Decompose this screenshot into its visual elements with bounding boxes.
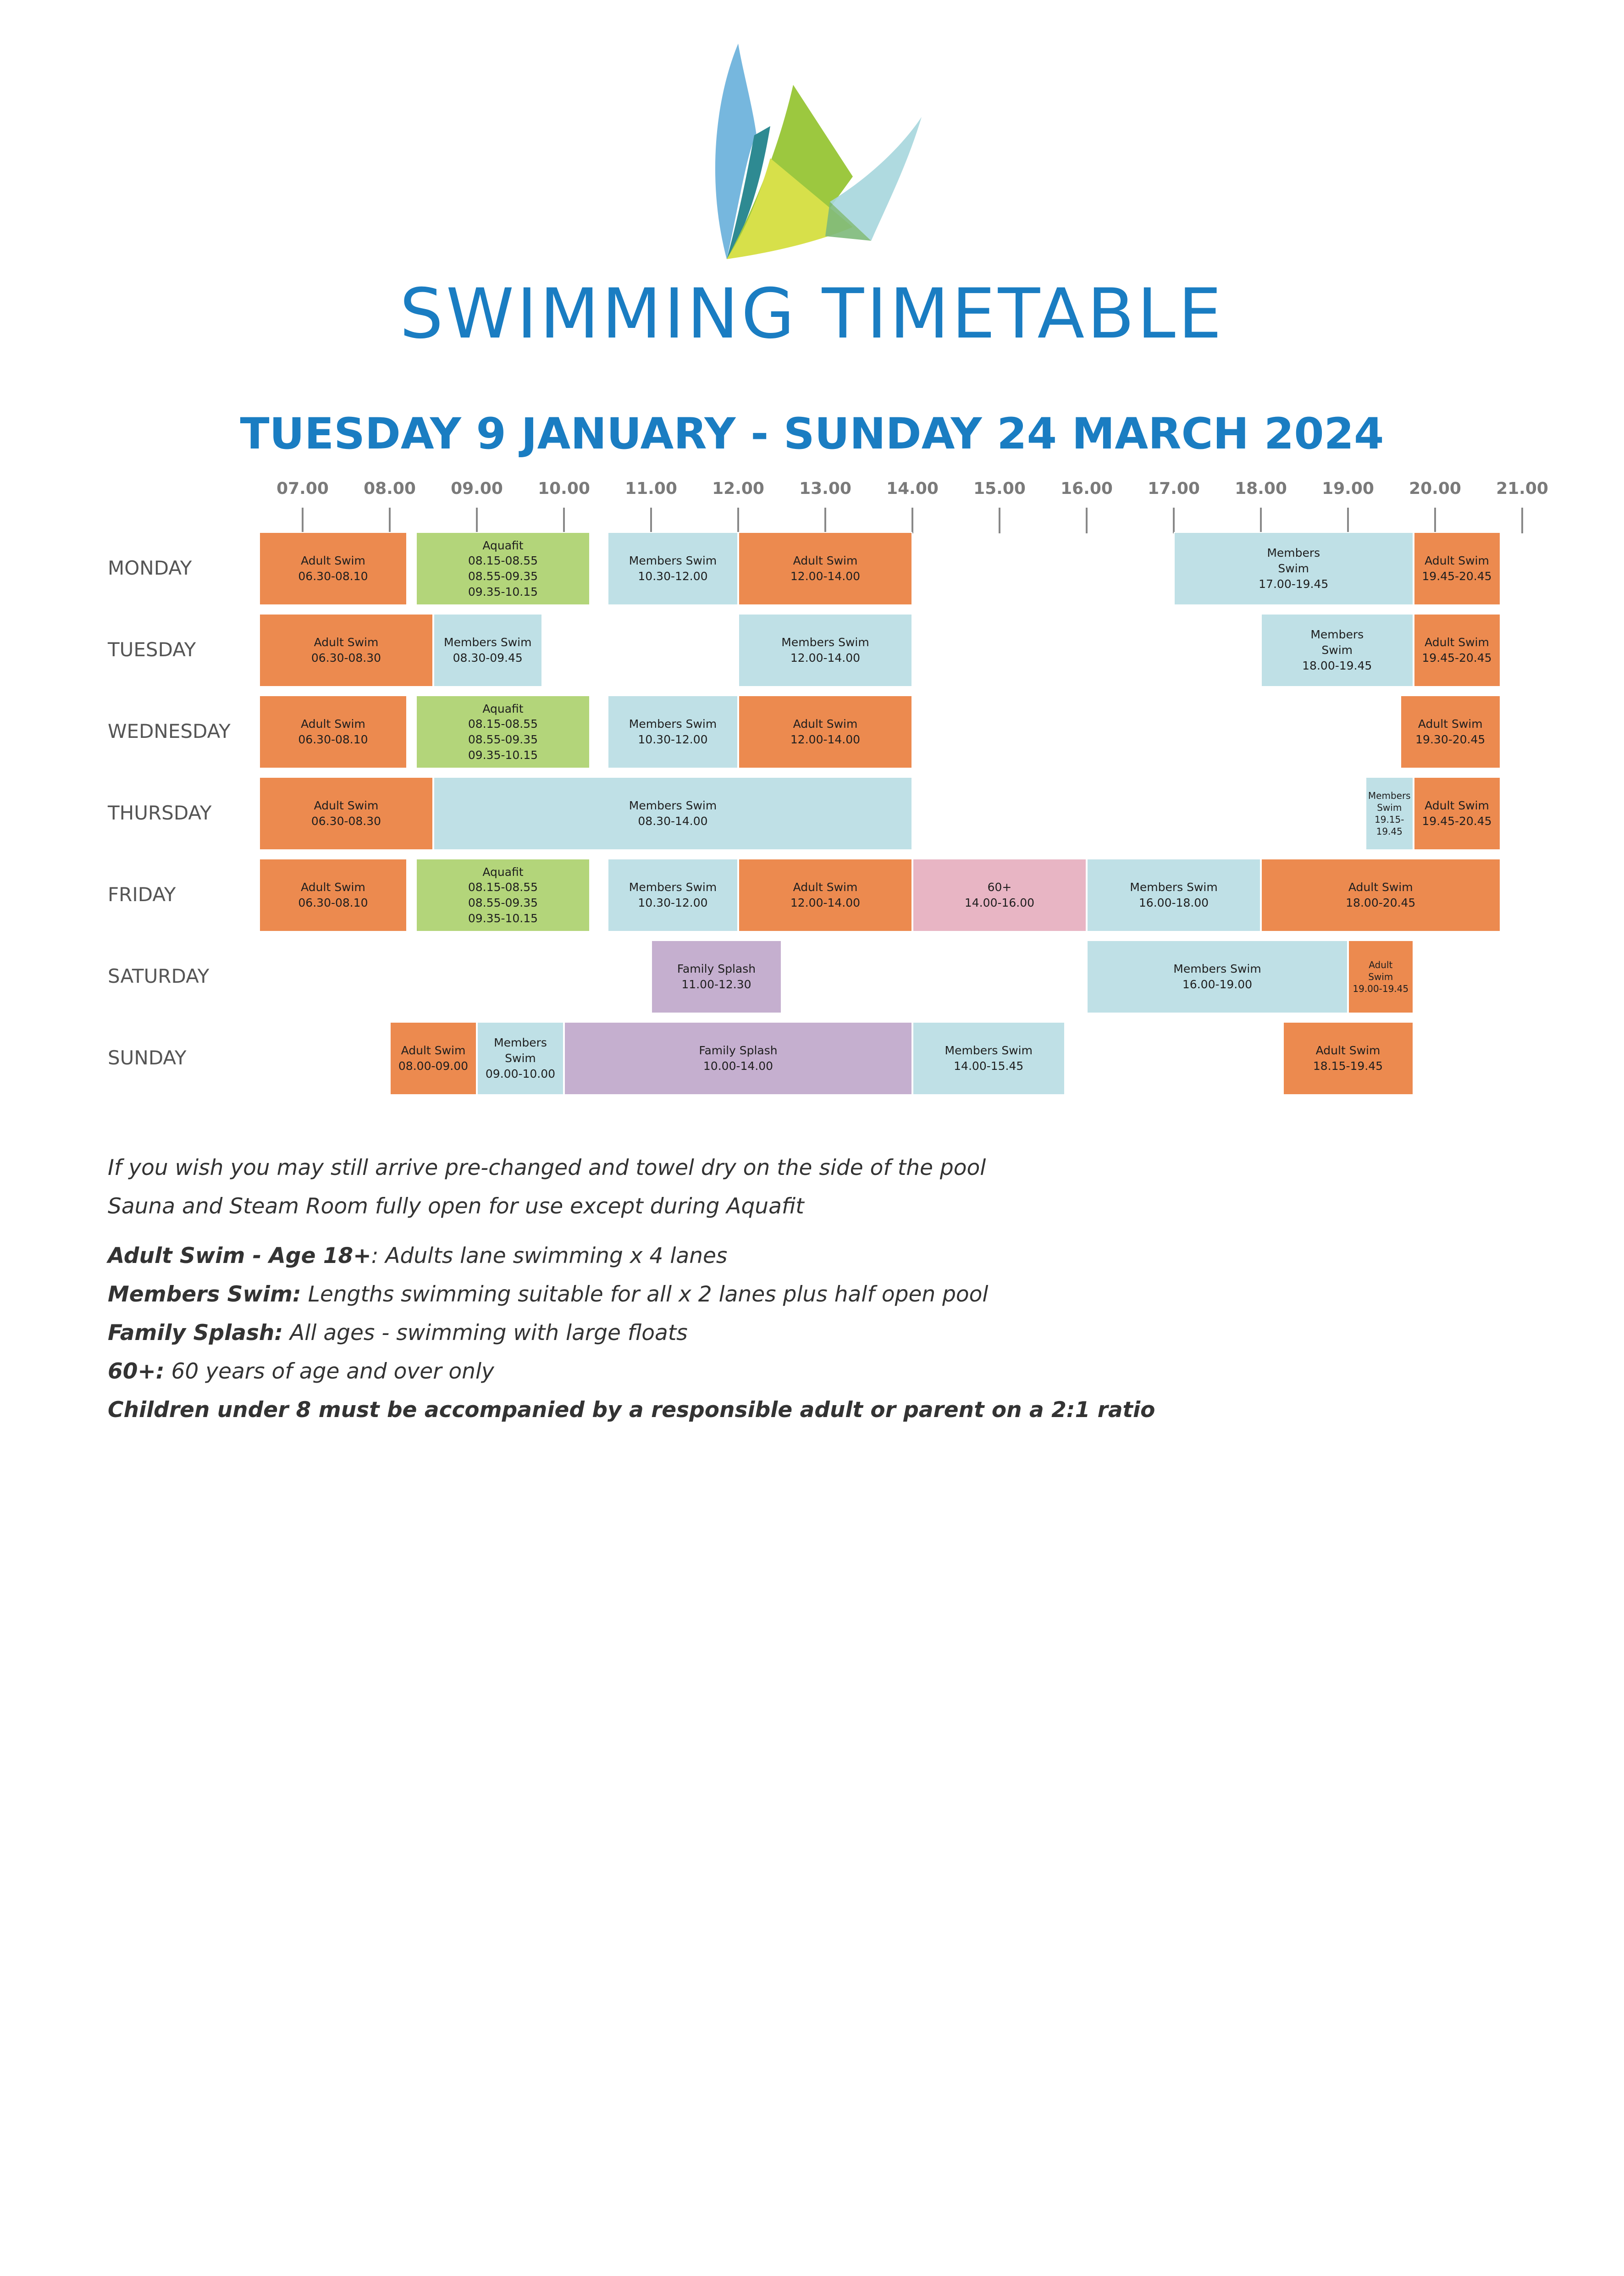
legend-sixty-plus — [108, 1352, 1483, 1391]
session-adult: Adult Swim 12.00-14.00 — [738, 858, 912, 932]
day-label-tuesday: TUESDAY — [108, 638, 196, 661]
time-tick-label: 19.00 — [1322, 479, 1374, 498]
day-label-saturday: SATURDAY — [108, 965, 210, 987]
legend-term: Adult Swim - Age 18+ — [108, 1243, 371, 1268]
day-label-monday: MONDAY — [108, 557, 192, 579]
day-label-friday: FRIDAY — [108, 883, 176, 906]
time-tick-label: 09.00 — [451, 479, 503, 498]
time-tick-label: 18.00 — [1235, 479, 1287, 498]
session-adult: Adult Swim 12.00-14.00 — [738, 695, 912, 769]
session-adult: Adult Swim 19.45-20.45 — [1414, 777, 1501, 850]
session-adult: Adult Swim 06.30-08.10 — [259, 858, 407, 932]
time-tick-label: 10.00 — [538, 479, 590, 498]
session-members: Members Swim 14.00-15.45 — [912, 1022, 1065, 1095]
session-members: Members Swim 10.30-12.00 — [608, 695, 738, 769]
session-members: Members Swim 09.00-10.00 — [477, 1022, 564, 1095]
session-adult: Adult Swim 18.00-20.45 — [1261, 858, 1501, 932]
time-tick-label: 13.00 — [799, 479, 851, 498]
legend-term: 60+: — [108, 1359, 165, 1384]
time-tick-label: 20.00 — [1409, 479, 1461, 498]
session-members: Members Swim 19.15- 19.45 — [1365, 777, 1414, 850]
date-range: TUESDAY 9 JANUARY - SUNDAY 24 MARCH 2024 — [240, 409, 1384, 459]
time-tick-label: 21.00 — [1496, 479, 1548, 498]
session-members: Members Swim 16.00-18.00 — [1087, 858, 1261, 932]
session-adult: Adult Swim 18.15-19.45 — [1283, 1022, 1414, 1095]
session-members: Members Swim 10.30-12.00 — [608, 532, 738, 605]
time-tick-label: 08.00 — [364, 479, 416, 498]
legend-desc: All ages - swimming with large floats — [283, 1320, 688, 1346]
timetable-grid — [0, 0, 1624, 1124]
time-tick-label: 17.00 — [1148, 479, 1200, 498]
session-adult: Adult Swim 08.00-09.00 — [390, 1022, 477, 1095]
session-members: Members Swim 08.30-09.45 — [433, 614, 542, 687]
session-adult: Adult Swim 19.45-20.45 — [1414, 532, 1501, 605]
session-members: Members Swim 17.00-19.45 — [1174, 532, 1414, 605]
session-members: Members Swim 10.30-12.00 — [608, 858, 738, 932]
time-tick-label: 14.00 — [886, 479, 939, 498]
legend-desc: : Adults lane swimming x 4 lanes — [371, 1243, 728, 1268]
note-children: Children under 8 must be accompanied by a responsible adult or parent on a 2:1 ratio — [108, 1397, 1155, 1423]
session-adult: Adult Swim 06.30-08.10 — [259, 695, 407, 769]
legend-term: Members Swim: — [108, 1282, 301, 1307]
legend-members-swim — [108, 1275, 1483, 1314]
time-tick-label: 12.00 — [712, 479, 764, 498]
session-adult: Adult Swim 19.00-19.45 — [1348, 940, 1414, 1013]
session-adult: Adult Swim 06.30-08.30 — [259, 777, 433, 850]
session-aquafit: Aquafit 08.15-08.55 08.55-09.35 09.35-10.15 — [416, 858, 590, 932]
session-members: Members Swim 12.00-14.00 — [738, 614, 912, 687]
session-aquafit: Aquafit 08.15-08.55 08.55-09.35 09.35-10.15 — [416, 695, 590, 769]
session-members: Members Swim 16.00-19.00 — [1087, 940, 1348, 1013]
notes-section — [108, 1149, 1483, 1429]
day-label-sunday: SUNDAY — [108, 1047, 187, 1069]
day-label-thursday: THURSDAY — [108, 802, 212, 824]
session-family: Family Splash 10.00-14.00 — [564, 1022, 912, 1095]
page-title: SWIMMING TIMETABLE — [399, 274, 1225, 354]
legend-family-splash — [108, 1314, 1483, 1352]
session-adult: Adult Swim 19.45-20.45 — [1414, 614, 1501, 687]
session-adult: Adult Swim 06.30-08.10 — [259, 532, 407, 605]
session-sixty: 60+ 14.00-16.00 — [912, 858, 1087, 932]
legend-desc: 60 years of age and over only — [164, 1359, 494, 1384]
note-prechanged: If you wish you may still arrive pre-changed and towel dry on the side of the pool — [108, 1155, 986, 1180]
legend-desc: Lengths swimming suitable for all x 2 lanes plus half open pool — [301, 1282, 989, 1307]
time-tick-label: 16.00 — [1061, 479, 1113, 498]
session-aquafit: Aquafit 08.15-08.55 08.55-09.35 09.35-10.15 — [416, 532, 590, 605]
session-adult: Adult Swim 19.30-20.45 — [1400, 695, 1501, 769]
legend-adult-swim — [108, 1237, 1483, 1275]
session-adult: Adult Swim 06.30-08.30 — [259, 614, 433, 687]
session-family: Family Splash 11.00-12.30 — [651, 940, 782, 1013]
session-members: Members Swim 18.00-19.45 — [1261, 614, 1414, 687]
session-adult: Adult Swim 12.00-14.00 — [738, 532, 912, 605]
time-tick-label: 07.00 — [276, 479, 329, 498]
note-sauna: Sauna and Steam Room fully open for use except during Aquafit — [108, 1194, 804, 1219]
time-tick-label: 15.00 — [973, 479, 1026, 498]
legend-term: Family Splash: — [108, 1320, 283, 1346]
time-tick-label: 11.00 — [625, 479, 677, 498]
session-members: Members Swim 08.30-14.00 — [433, 777, 912, 850]
day-label-wednesday: WEDNESDAY — [108, 720, 231, 742]
